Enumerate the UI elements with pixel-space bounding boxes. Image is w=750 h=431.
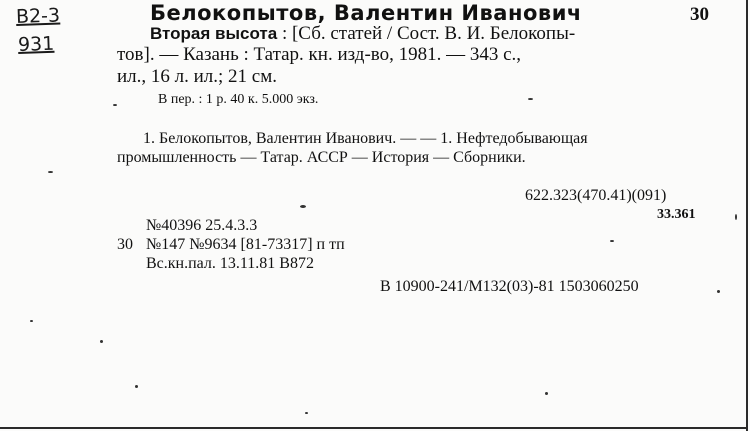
book-title: Вторая высота xyxy=(150,24,278,43)
scan-speck xyxy=(545,392,548,395)
subjects-line2: промышленность — Татар. АССР — История — Сборники. xyxy=(117,149,526,166)
scan-speck xyxy=(610,240,614,242)
author-heading: Белокопытов, Валентин Иванович xyxy=(150,1,582,25)
description-line1 xyxy=(150,24,575,43)
call-number-line1: B2-3 xyxy=(15,4,61,28)
scan-speck xyxy=(48,171,53,173)
card-edge-bottom xyxy=(0,427,748,429)
subjects-line1: 1. Белокопытов, Валентин Иванович. — — 1. Нефтедобывающая xyxy=(143,130,588,147)
scan-speck xyxy=(305,412,308,414)
card-number: 30 xyxy=(690,4,709,25)
scan-speck xyxy=(135,385,138,388)
scan-speck xyxy=(100,340,103,343)
udc-index: 622.323(470.41)(091) xyxy=(525,187,667,204)
bbk-index: 33.361 xyxy=(657,207,696,222)
scan-speck xyxy=(528,98,533,100)
scan-speck xyxy=(30,320,33,322)
scan-speck xyxy=(300,205,306,208)
price-line: В пер. : 1 р. 40 к. 5.000 экз. xyxy=(158,92,319,107)
tech-line2-prefix: 30 xyxy=(117,236,133,253)
tech-line1: №40396 25.4.3.3 xyxy=(146,217,258,234)
description-line3: ил., 16 л. ил.; 21 см. xyxy=(117,66,278,87)
tech-line2: №147 №9634 [81-73317] п тп xyxy=(146,236,345,253)
tech-line3: Вс.кн.пал. 13.11.81 В872 xyxy=(146,255,314,272)
description-line1-rest: : [Сб. статей / Сост. В. И. Белокопы- xyxy=(277,23,576,44)
card-edge-right xyxy=(746,0,748,431)
scan-speck xyxy=(113,104,117,106)
scan-speck xyxy=(717,290,720,293)
description-line2: тов]. — Казань : Татар. кн. изд-во, 1981. — 343 с., xyxy=(117,44,522,65)
scan-speck xyxy=(735,214,737,220)
call-number-line2: 931 xyxy=(17,32,55,56)
order-code: В 10900-241/М132(03)-81 1503060250 xyxy=(380,278,639,295)
